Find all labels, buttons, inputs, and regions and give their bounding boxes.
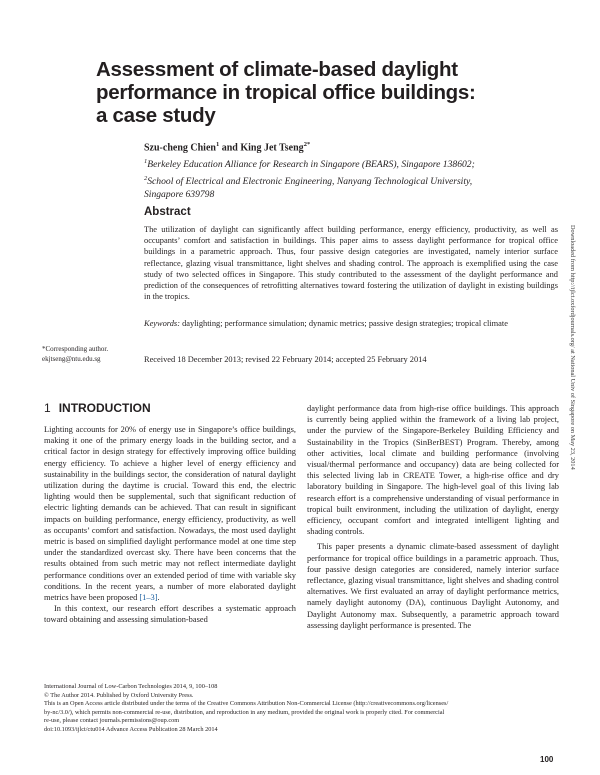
paragraph (44, 424, 296, 603)
corresponding-author-note (42, 345, 137, 364)
paragraph-end: . (157, 593, 160, 603)
title-line-3: a case study (96, 104, 216, 127)
paragraph: daylight performance data from high-rise office buildings. This approach is currently being applied within the framework of a living lab project, under the purview of the Singapore-Berkeley Building Efficiency and Sustainability in the Tropics (SinBerBEST) Program. Thereby, among other activities, local climate and building performance (involving visual/thermal performance and occupancy) data are being collected for this selected living lab in CREATE Tower, a high-rise office and dry laboratory building in Singapore. The high-level goal of this living lab research effort is a comprehensive understanding of visual performance in tropical built environment, including the utilization of daylight, energy efficiency, occupant comfort and integrated intelligent lighting and shading controls. (307, 404, 559, 537)
author-1-affil: 1 (215, 141, 220, 148)
journal-footer (44, 683, 564, 735)
affiliation-1-text: Berkeley Education Alliance for Research in Singapore (BEARS), Singapore 138602; (147, 159, 475, 171)
author-2[interactable]: King Jet Tseng (240, 142, 304, 154)
abstract-heading: Abstract (144, 206, 191, 218)
corresponding-email[interactable]: ekjtseng@ntu.edu.sg (42, 354, 101, 363)
abstract-body: The utilization of daylight can significantly affect building performance, energy efficiency, productivity, as well as occupants’ comfort and satisfaction in buildings. This paper aims to assess daylight performance for tropical office buildings in a parametric approach. Thus, four passive design categories are investigated, namely interior surface reflectance, glazing visual transmittance, light shelves and shading control. The approach is exemplified using the case study of two selected offices in Singapore. This study contributed to the assessment of the daylight performance and prediction of the consequences of retrofitting alternatives toward fostering the utilization of daylight in existing buildings in the tropics. (144, 225, 558, 302)
received-dates: Received 18 December 2013; revised 22 February 2014; accepted 25 February 2014 (144, 355, 427, 364)
author-conjunction: and (219, 142, 241, 154)
footer-line: doi:10.1093/ijlct/ctu014 Advance Access Publication 28 March 2014 (44, 725, 218, 733)
paragraph: In this context, our research effort describes a systematic approach toward obtaining and assessing simulation-based (44, 604, 296, 625)
affiliation-2-text: School of Electrical and Electronic Engineering, Nanyang Technological University, (147, 175, 473, 187)
affiliation-3 (144, 188, 544, 202)
paragraph: This paper presents a dynamic climate-based assessment of daylight performance for tropical office buildings in a parametric approach. Thus, four passive design categories are considered, namely interior surface reflectance, glazing visual transmittance, light shelves and shading control alternatives. We first evaluated an array of daylight performance metrics, namely daylight autonomy (DA), continuous Daylight Autonomy, and Daylight Autonomy max. Subsequently, a parametric approach toward assessing daylight performance is presented. The (307, 542, 559, 630)
footer-line: © The Author 2014. Published by Oxford University Press. (44, 691, 194, 699)
footer-line: International Journal of Low-Carbon Technologies 2014, 9, 100–108 (44, 683, 218, 690)
affiliation-1-sup: 1 (144, 158, 148, 165)
affiliation-2-sup: 2 (144, 174, 148, 182)
download-notice[interactable]: Downloaded from http://ijlct.oxfordjournals.org/ at National Univ of Singapore on May 23, 2014 (569, 225, 576, 470)
title-line-2: performance in tropical office buildings: (96, 81, 476, 104)
keywords (144, 318, 558, 330)
keywords-label: Keywords: (144, 319, 180, 328)
affiliation-2 (144, 172, 544, 189)
author-1[interactable]: Szu-cheng Chien (144, 142, 216, 154)
column-right (307, 403, 559, 631)
footer-line: by-nc/3.0/), which permits non-commercial re-use, distribution, and reproduction in any medium, provided the original work is properly cited. For commercial (44, 708, 445, 716)
page-number: 100 (540, 755, 554, 764)
paragraph-text: Lighting accounts for 20% of energy use in Singapore’s office buildings, making it one of the primary energy loads in the building sector, and a critical factor in design strategy for effectively improving office building energy efficiency. To achieve a higher level of energy efficiency and sustainability in the buildings sector, the consideration of natural daylight utilization during the daytime is crucial. Toward this end, the electric lighting would then be supplemental, such that significant reduction of electric lighting demands can be achieved. That can result in significant impacts on building performance, energy efficiency, productivity, as well as occupants’ comfort and satisfaction. Nowadays, the most used daylight metric is based on simplified daylight performance model at one time step under the standardized overcast sky. There have been concerns that the results obtained from such metric may not reflect intermediate daylight performance conditions over an extended period of time with variable sky conditions. In the recent years, a number of more elaborated daylight metrics have been proposed (44, 425, 296, 603)
affiliation-1 (144, 155, 544, 172)
article-title (96, 58, 536, 127)
corresponding-label: *Corresponding author. (42, 345, 109, 353)
column-left (44, 424, 296, 626)
keywords-list: daylighting; performance simulation; dynamic metrics; passive design strategies; tropical climate (179, 319, 508, 328)
author-list (144, 141, 310, 153)
affiliations (144, 155, 544, 202)
section-heading (44, 401, 151, 415)
footer-line: re-use, please contact journals.permissions@oup.com (44, 717, 180, 725)
download-sidebar (569, 225, 586, 585)
section-number: 1 (44, 401, 51, 415)
citation-link[interactable]: [1–3] (139, 593, 158, 603)
section-title: INTRODUCTION (58, 401, 151, 415)
title-line-1: Assessment of climate-based daylight (96, 58, 458, 81)
footer-line: This is an Open Access article distributed under the terms of the Creative Commons Attribution Non-Commercial License (http://creativecommons.org/licenses/ (44, 700, 449, 708)
author-2-affil: 2* (303, 141, 311, 148)
affiliation-3-text: Singapore 639798 (144, 189, 215, 201)
